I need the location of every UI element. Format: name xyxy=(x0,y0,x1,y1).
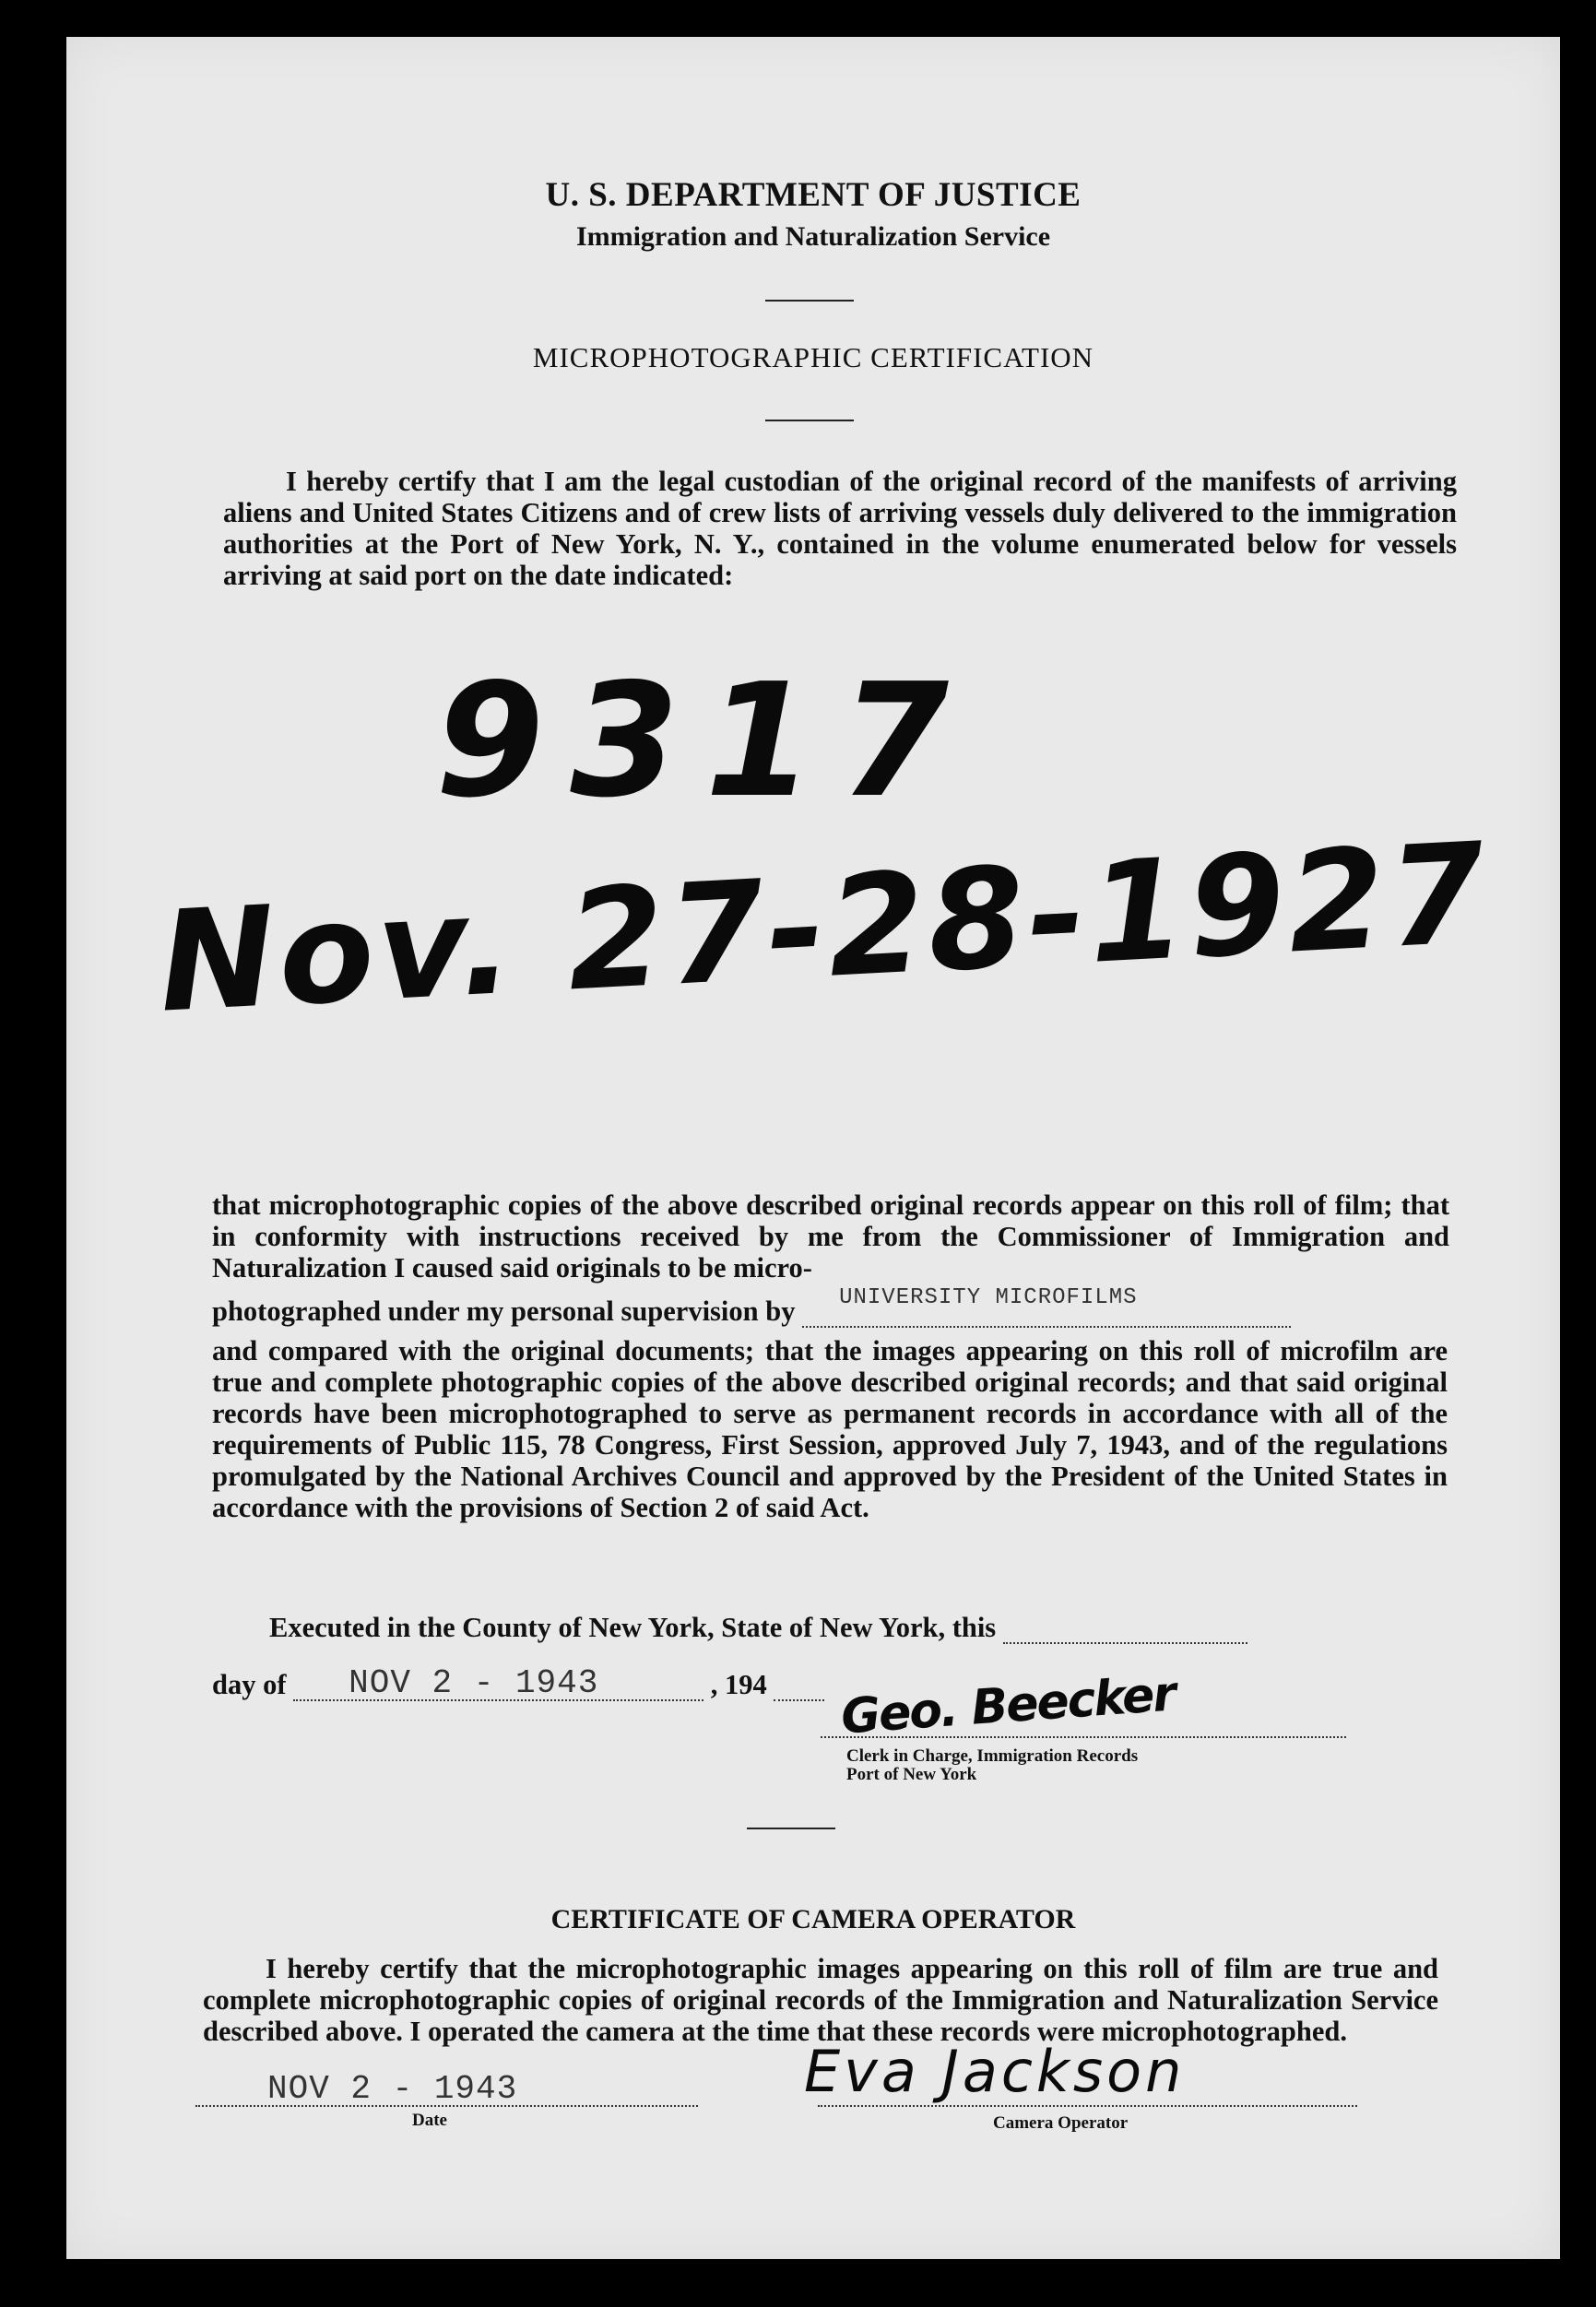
camera-operator-signature: Eva Jackson xyxy=(804,2038,1186,2105)
clerk-title xyxy=(846,1747,1138,1784)
divider xyxy=(765,300,854,302)
date-label: Date xyxy=(412,2111,447,2130)
year-field xyxy=(774,1677,824,1701)
intro-paragraph: I hereby certify that I am the legal custodian of the original record of the manifests of arriving aliens and United States Citizens and of crew lists of arriving vessels duly delivered to the immigration authorities at the Port of New York, N. Y., contained in the volume enumerated below for vessels arriving at said port on the date indicated: xyxy=(223,466,1457,591)
camera-operator-paragraph: I hereby certify that the microphotographic images appearing on this roll of film are true and complete microphotographic copies of original records of the Immigration and Naturalization Service described above. I operated the camera at the time that these records were microphotographed. xyxy=(203,1953,1438,2047)
department-heading: U. S. DEPARTMENT OF JUSTICE xyxy=(545,176,1082,214)
day-of-line xyxy=(212,1664,824,1702)
clerk-signature-line xyxy=(821,1736,1346,1738)
certificate-page xyxy=(66,37,1560,2259)
operator-signature-line xyxy=(818,2105,1357,2107)
photographed-line xyxy=(212,1285,1291,1328)
body-paragraph-2: and compared with the original documents; that the images appearing on this roll of microfilm are true and complete photographic copies of the above described original records; and that said original records have been microphotographed to serve as permanent records in accordance with all of the requirements of Public 115, 78 Congress, First Session, approved July 7, 1943, and of the regulations promulgated by the National Archives Council and approved by the President of the United States in accordance with the provisions of Section 2 of said Act. xyxy=(212,1335,1448,1523)
year-prefix: , 194 xyxy=(710,1669,767,1700)
body-paragraph-1: that microphotographic copies of the above described original records appear on this roll of film; that in conformity with instructions received by me from the Commissioner of Immigration and Naturalization I caused said originals to be micro- xyxy=(212,1189,1449,1284)
executed-line xyxy=(269,1612,1247,1644)
day-of-stamp: NOV 2 - 1943 xyxy=(349,1664,599,1702)
clerk-signature: Geo. Beecker xyxy=(839,1666,1176,1745)
certification-title: MICROPHOTOGRAPHIC CERTIFICATION xyxy=(532,341,1094,373)
day-of-label: day of xyxy=(212,1669,287,1700)
clerk-title-line-2: Port of New York xyxy=(846,1765,977,1784)
day-of-field xyxy=(293,1664,703,1702)
camera-operator-heading: CERTIFICATE OF CAMERA OPERATOR xyxy=(550,1904,1076,1934)
clerk-title-line-1: Clerk in Charge, Immigration Records xyxy=(846,1746,1139,1766)
date-stamp: NOV 2 - 1943 xyxy=(267,2070,518,2108)
divider xyxy=(765,420,854,421)
photographed-by-field xyxy=(802,1285,1291,1328)
date-field xyxy=(195,2068,698,2107)
volume-number: 9317 xyxy=(435,650,975,833)
volume-dates: Nov. 27-28-1927 xyxy=(155,813,1493,1044)
executed-day-field xyxy=(1003,1620,1247,1644)
executed-label: Executed in the County of New York, State of New York, this xyxy=(269,1612,997,1643)
photographed-label: photographed under my personal supervision by xyxy=(212,1295,796,1327)
divider xyxy=(747,1828,835,1829)
service-subheading: Immigration and Naturalization Service xyxy=(575,221,1051,252)
camera-operator-label: Camera Operator xyxy=(993,2113,1129,2133)
photographed-by-stamp: UNIVERSITY MICROFILMS xyxy=(839,1285,1138,1310)
